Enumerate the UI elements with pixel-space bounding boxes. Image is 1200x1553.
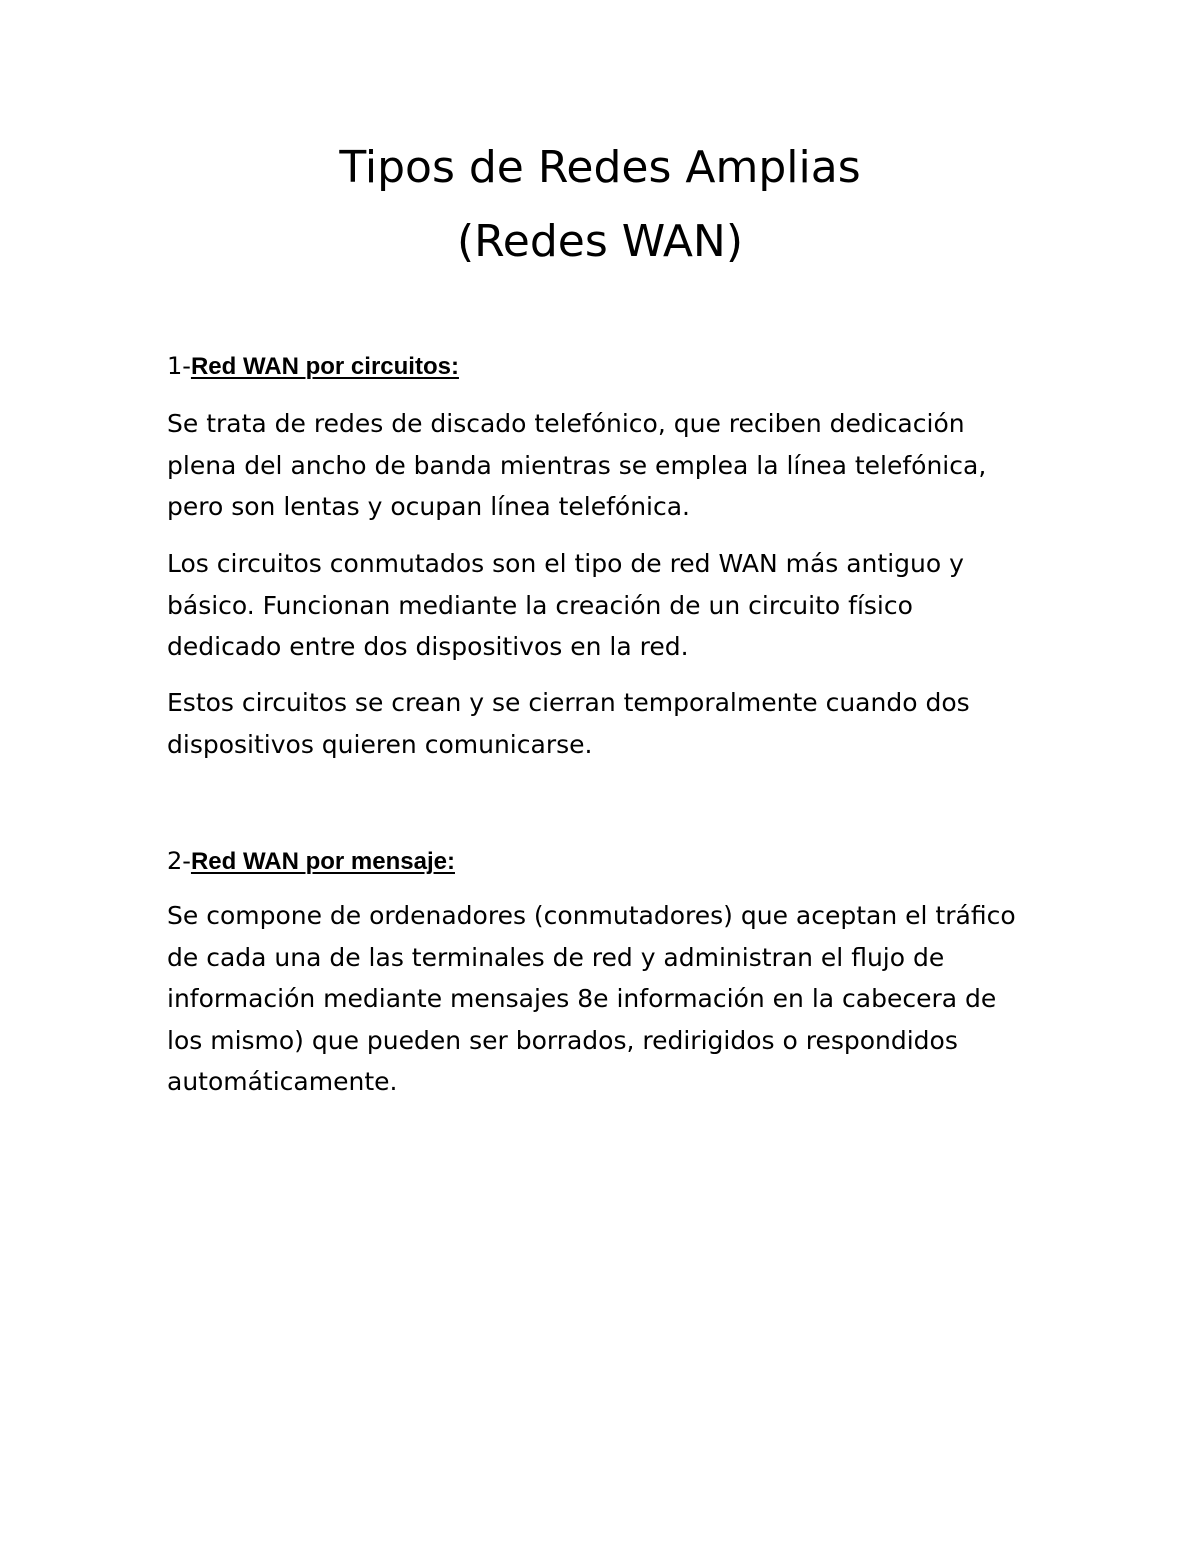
- paragraph-line: los mismo) que pueden ser borrados, redirigidos o respondidos: [167, 1025, 958, 1055]
- paragraph-line: Los circuitos conmutados son el tipo de red WAN más antiguo y: [167, 549, 964, 578]
- section-1-number: 1-: [167, 352, 191, 380]
- section-1-paragraph-1: [167, 403, 986, 528]
- paragraph-line: dedicado entre dos dispositivos en la red.: [167, 632, 689, 661]
- document-title: Tipos de Redes Amplias: [339, 142, 861, 193]
- section-1-title: Red WAN por circuitos:: [190, 353, 459, 380]
- paragraph-line: de cada una de las terminales de red y administran el flujo de: [167, 942, 945, 972]
- section-2-title: Red WAN por mensaje:: [190, 848, 455, 875]
- paragraph-line: Estos circuitos se crean y se cierran temporalmente cuando dos: [167, 688, 970, 717]
- section-2-paragraph-1: [167, 895, 1016, 1103]
- paragraph-line: plena del ancho de banda mientras se emplea la línea telefónica,: [167, 450, 987, 480]
- section-1-paragraph-2: [167, 543, 964, 668]
- paragraph-line: información mediante mensajes 8e información en la cabecera de: [167, 984, 997, 1013]
- section-2-heading: [167, 845, 455, 878]
- document-subtitle: (Redes WAN): [456, 216, 744, 267]
- paragraph-line: Se compone de ordenadores (conmutadores) que aceptan el tráfico: [167, 901, 1016, 930]
- paragraph-line: automáticamente.: [167, 1067, 398, 1096]
- paragraph-line: pero son lentas y ocupan línea telefónica.: [167, 492, 690, 521]
- paragraph-line: básico. Funcionan mediante la creación de un circuito físico: [167, 590, 913, 620]
- paragraph-line: Se trata de redes de discado telefónico, que reciben dedicación: [167, 409, 965, 438]
- section-1-heading: [167, 350, 459, 383]
- paragraph-line: dispositivos quieren comunicarse.: [167, 729, 593, 759]
- section-2-number: 2-: [167, 847, 191, 875]
- section-1-paragraph-3: [167, 682, 970, 765]
